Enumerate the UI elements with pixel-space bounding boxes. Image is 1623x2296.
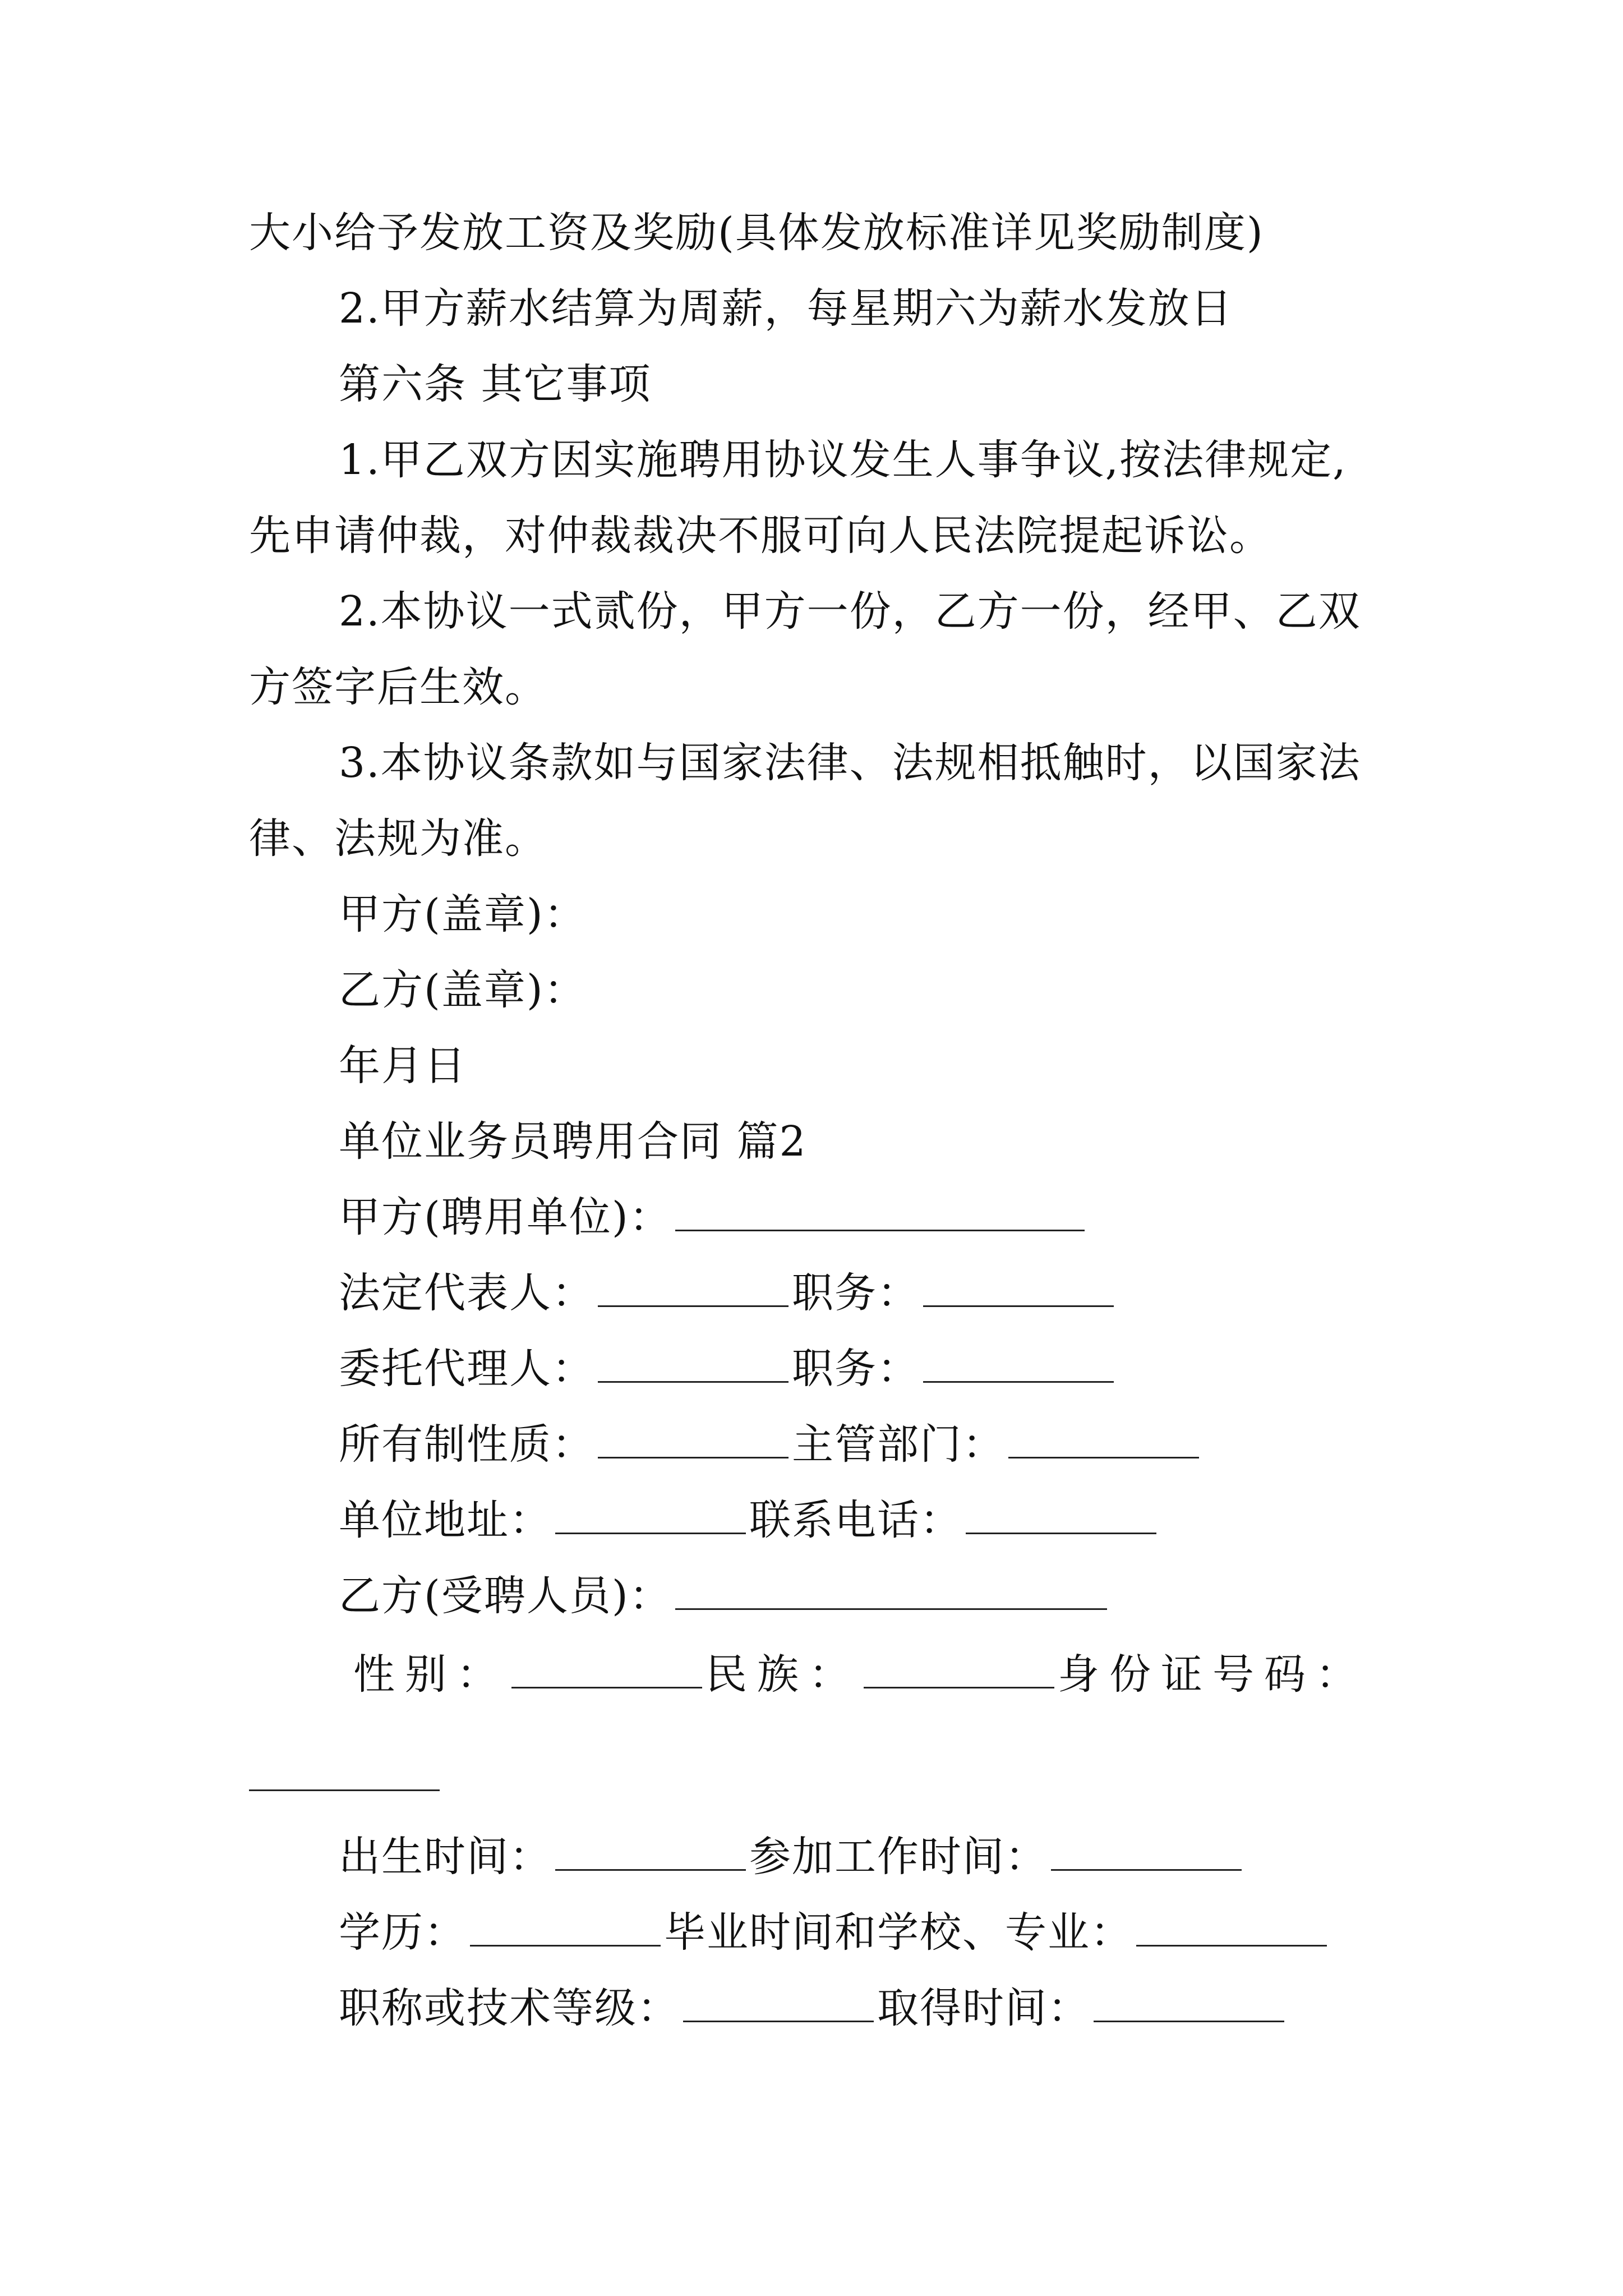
form-row-party-a [339,1189,1088,1245]
id-number-blank [249,1789,440,1791]
agent-position-label: 职务： [792,1345,920,1393]
obtained-blank [1094,1986,1284,2022]
ethnicity-label: 民族： [706,1650,860,1699]
legal-rep-position-blank [923,1271,1114,1307]
signing-date [339,1038,467,1094]
party-a-blank [675,1195,1085,1231]
legal-rep-position-label: 职务： [792,1269,920,1317]
clause-3-line-1 [339,735,1361,791]
clause-2-text-2: 方签字后生效。 [249,663,547,711]
reward-sentence-end [249,205,1264,261]
supervisor-blank [1008,1422,1199,1458]
party-b-blank [675,1573,1107,1610]
title-label: 职称或技术等级： [339,1984,680,2032]
gender-blank [511,1652,702,1688]
graduation-label: 毕业时间和学校、专业： [664,1908,1133,1957]
form-row-address [339,1492,1160,1548]
clause-3-line-2 [249,811,547,867]
obtained-label: 取得时间： [877,1984,1090,2032]
title-blank [683,1986,874,2022]
phone-blank [966,1498,1156,1534]
education-label: 学历： [339,1908,467,1957]
party-a-seal-label: 甲方(盖章)： [339,890,587,938]
address-blank [555,1498,746,1534]
form-row-ownership [339,1416,1202,1473]
party-a-label: 甲方(聘用单位)： [339,1193,672,1241]
clause-3-text-1: 3.本协议条款如与国家法律、法规相抵触时，以国家法 [339,739,1361,787]
article-6-title: 第六条 其它事项 [339,360,652,408]
article-6-heading [339,356,652,412]
supervisor-label: 主管部门： [792,1420,1005,1469]
salary-clause-text: 2.甲方薪水结算为周薪，每星期六为薪水发放日 [339,284,1233,333]
birth-blank [555,1834,746,1871]
clause-1-text-1: 1.甲乙双方因实施聘用协议发生人事争议,按法律规定, [339,436,1347,484]
party-b-seal [339,962,587,1018]
id-number-label: 身份证号码： [1058,1650,1367,1699]
party-b-seal-label: 乙方(盖章)： [339,966,587,1014]
ownership-blank [598,1422,789,1458]
agent-position-blank [923,1346,1114,1383]
clause-3-text-2: 律、法规为准。 [249,815,547,863]
ownership-label: 所有制性质： [339,1420,594,1469]
form-row-legal-rep [339,1265,1117,1321]
party-b-label: 乙方(受聘人员)： [339,1572,672,1620]
form-row-agent [339,1341,1117,1397]
form-row-birth [339,1829,1245,1885]
salary-clause [339,280,1233,337]
form-row-education [339,1904,1330,1961]
work-start-label: 参加工作时间： [749,1833,1048,1881]
contract-2-title: 单位业务员聘用合同 篇2 [339,1117,807,1166]
gender-label: 性别： [353,1650,508,1699]
graduation-blank [1136,1910,1327,1947]
legal-rep-label: 法定代表人： [339,1269,594,1317]
form-row-title [339,1980,1288,2036]
legal-rep-blank [598,1271,789,1307]
clause-1-line-1 [339,432,1347,488]
birth-label: 出生时间： [339,1833,552,1881]
clause-2-line-1 [339,583,1361,639]
work-start-blank [1051,1834,1242,1871]
form-row-party-b [339,1568,1110,1624]
phone-label: 联系电话： [749,1496,962,1544]
agent-label: 委托代理人： [339,1345,594,1393]
clause-2-line-2 [249,659,547,715]
signing-date-label: 年月日 [339,1042,467,1090]
address-label: 单位地址： [339,1496,552,1544]
reward-sentence-text: 大小给予发放工资及奖励(具体发放标准详见奖励制度) [249,209,1264,257]
contract-2-heading [339,1114,807,1170]
agent-blank [598,1346,789,1383]
clause-1-text-2: 先申请仲裁，对仲裁裁决不服可向人民法院提起诉讼。 [249,512,1272,560]
clause-2-text-1: 2.本协议一式贰份，甲方一份，乙方一份，经甲、乙双 [339,587,1361,636]
ethnicity-blank [864,1652,1054,1688]
clause-1-line-2 [249,508,1272,564]
party-a-seal [339,886,587,942]
form-row-identity [353,1646,1367,1703]
education-blank [470,1910,661,1947]
